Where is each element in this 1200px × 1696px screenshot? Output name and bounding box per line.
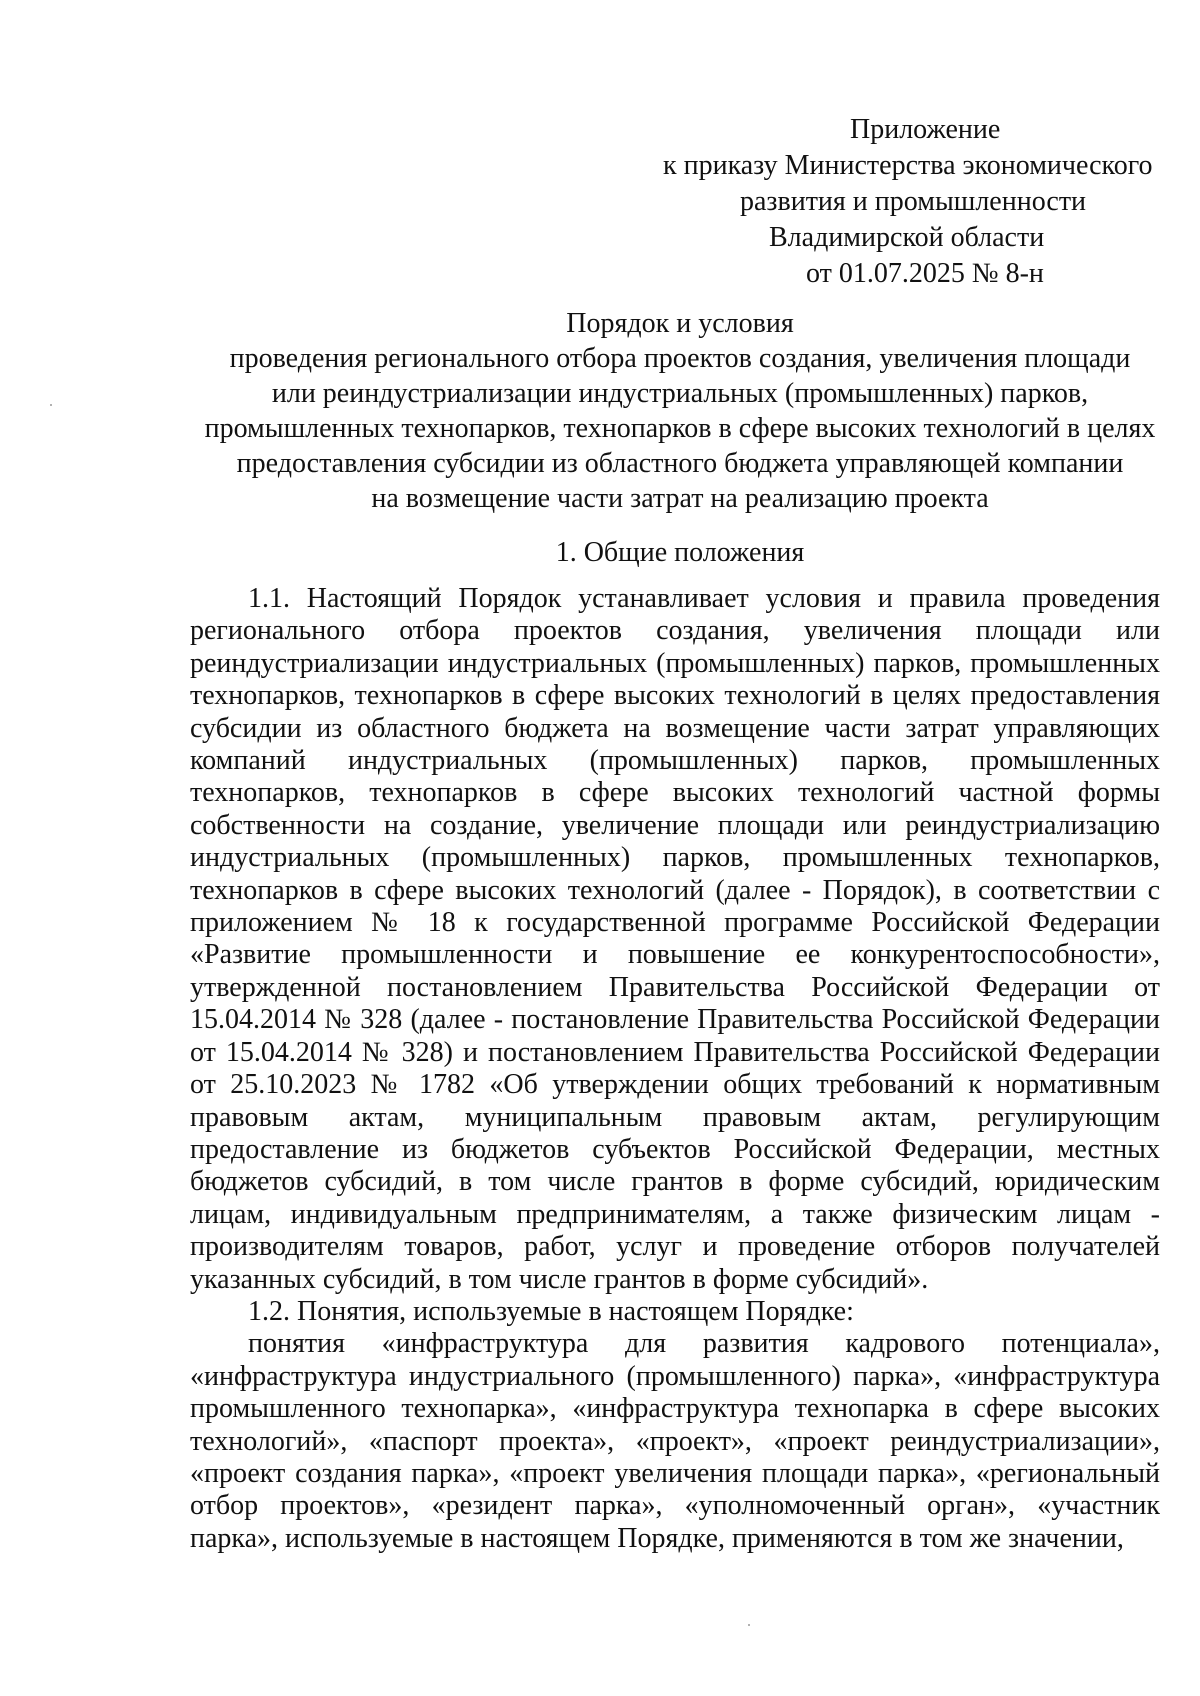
title-line: промышленных технопарков, технопарков в сфере высоких технологий в целях (204, 413, 1156, 444)
paragraph: 1.2. Понятия, используемые в настоящем Порядке: (248, 1295, 854, 1327)
appendix-line: развития и промышленности (740, 186, 1087, 217)
title-line: или реиндустриализации индустриальных (промышленных) парков, (271, 378, 1089, 409)
document-title (180, 306, 1180, 516)
title-line: проведения регионального отбора проектов создания, увеличения площади (229, 343, 1131, 374)
title-line: на возмещение части затрат на реализацию проекта (371, 483, 989, 514)
scan-speck (50, 404, 52, 406)
paragraph: понятия «инфраструктура для развития кадрового потенциала», «инфраструктура индустриального (промышленного) парка», «инфраструктура промышленного технопарка», «инфраструктура технопарка в сфере высоких технологий», «паспорт проекта», «проект», «проект реиндустриализации», «проект создания парка», «проект увеличения площади парка», «региональный отбор проектов», «резидент парка», «уполномоченный орган», «участник парка», используемые в настоящем Порядке, применяются в том же значении, (190, 1328, 1160, 1554)
title-line: Порядок и условия (566, 308, 794, 339)
body-text (190, 583, 1160, 1555)
section-heading: 1. Общие положения (555, 537, 805, 568)
appendix-header (640, 112, 1160, 292)
appendix-title: Приложение (850, 114, 1001, 145)
title-line: предоставления субсидии из областного бюджета управляющей компании (236, 448, 1124, 479)
appendix-line: к приказу Министерства экономического (663, 150, 1153, 181)
appendix-date-number: от 01.07.2025 № 8-н (806, 258, 1044, 289)
scan-speck (748, 1624, 750, 1626)
paragraph: 1.1. Настоящий Порядок устанавливает условия и правила проведения регионального отбора проектов создания, увеличения площади или реиндустриализации индустриальных (промышленных) парков, промышленных технопарков, технопарков в сфере высоких технологий в целях предоставления субсидии из областного бюджета на возмещение части затрат управляющих компаний индустриальных (промышленных) парков, промышленных технопарков, технопарков в сфере высоких технологий частной формы собственности на создание, увеличение площади или реиндустриализацию индустриальных (промышленных) парков, промышленных технопарков, технопарков в сфере высоких технологий (далее - Порядок), в соответствии с приложением № 18 к государственной программе Российской Федерации «Развитие промышленности и повышение ее конкурентоспособности», утвержденной постановлением Правительства Российской Федерации от 15.04.2014 № 328 (далее - постановление Правительства Российской Федерации от 15.04.2014 № 328) и постановлением Правительства Российской Федерации от 25.10.2023 № 1782 «Об утверждении общих требований к нормативным правовым актам, муниципальным правовым актам, регулирующим предоставление из бюджетов субъектов Российской Федерации, местных бюджетов субсидий, в том числе грантов в форме субсидий, юридическим лицам, индивидуальным предпринимателям, а также физическим лицам - производителям товаров, работ, услуг и проведение отборов получателей указанных субсидий, в том числе грантов в форме субсидий». (190, 583, 1160, 1295)
appendix-line: Владимирской области (769, 222, 1045, 253)
